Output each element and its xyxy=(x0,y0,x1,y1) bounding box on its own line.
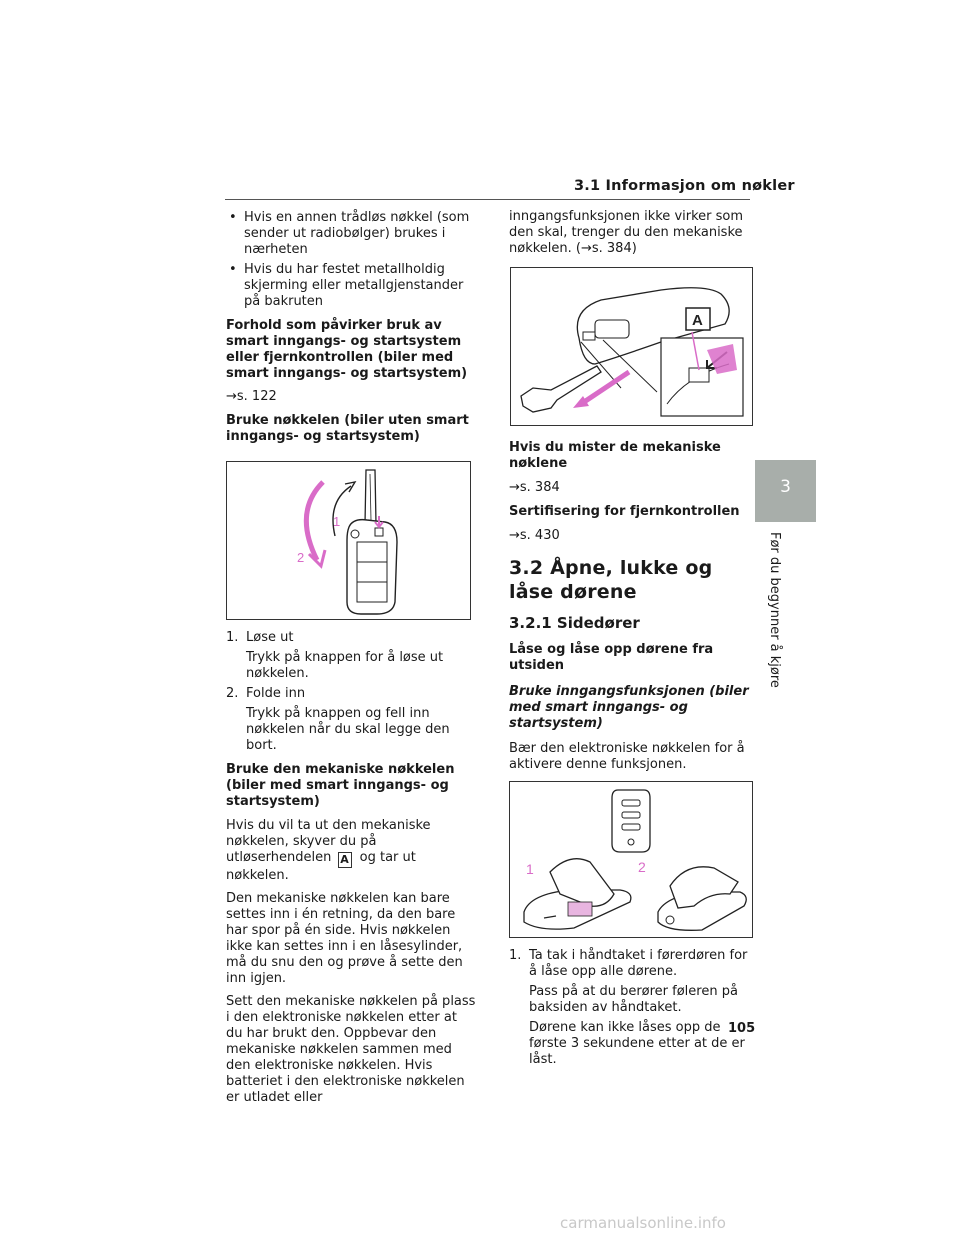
step-description: Pass på at du berører føleren på baksiden av håndtaket. xyxy=(529,984,738,1015)
figure-callout: 1 xyxy=(526,861,534,877)
header-rule xyxy=(225,199,750,200)
left-column xyxy=(226,210,476,1113)
folding-key-drawing xyxy=(227,462,470,619)
heading-lock-unlock: Låse og låse opp dørene fra utsiden xyxy=(509,642,714,673)
paragraph: Den mekaniske nøkkelen kan bare settes inn i én retning, da den bare har spor på én side. Hvis nøkkelen ikke kan settes inn i en låsesylinder, må du snu den og prøve å sette den inn igjen. xyxy=(226,891,463,986)
step-number: 1. xyxy=(509,948,522,963)
page-number: 105 xyxy=(728,1021,756,1036)
chapter-side-label xyxy=(767,532,792,688)
step-title: Folde inn xyxy=(246,686,306,701)
chapter-tab-number: 3 xyxy=(780,477,791,497)
heading-lost-keys: Hvis du mister de mekaniske nøklene xyxy=(509,440,721,471)
folding-key-illustration xyxy=(226,461,471,620)
step-title: Løse ut xyxy=(246,630,294,645)
heading-entry-function: Bruke inngangsfunksjonen (biler med smart inngangs- og startsystem) xyxy=(509,684,749,731)
paragraph: Sett den mekaniske nøkkelen på plass i den elektroniske nøkkelen etter at du har brukt den. Oppbevar den mekaniske nøkkelen sammen med den elektroniske nøkkelen. Hvis batteriet i den elektroniske nøkkelen er utladet eller xyxy=(226,994,476,1105)
step-item xyxy=(509,948,752,980)
paragraph-text: og tar ut nøkkelen. xyxy=(226,850,416,883)
chapter-side-label-text: Før du begynner å kjøre xyxy=(767,532,782,688)
figure-callout-a: A xyxy=(692,312,703,329)
step-number: 2. xyxy=(226,686,239,701)
section-title: 3.2 Åpne, lukke og låse dørene xyxy=(509,557,713,603)
figure-callout: 2 xyxy=(638,859,646,875)
bullet-item: • Hvis du har festet metallholdig skjerming eller metallgjenstander på bakruten xyxy=(226,262,476,310)
right-column xyxy=(509,209,752,1072)
bullet-item: • Hvis en annen trådløs nøkkel (som sender ut radiobølger) brukes i nærheten xyxy=(226,210,476,258)
heading-certification: Sertifisering for fjernkontrollen xyxy=(509,504,740,519)
reference-link[interactable]: →s. 430 xyxy=(509,528,560,543)
reference-link[interactable]: →s. 384 xyxy=(509,480,560,495)
step-description: Dørene kan ikke låses opp de første 3 sekundene etter at de er låst. xyxy=(529,1020,745,1067)
paragraph: Bær den elektroniske nøkkelen for å aktivere denne funksjonen. xyxy=(509,741,745,772)
door-handle-drawing xyxy=(510,782,752,937)
mechanical-key-drawing xyxy=(511,268,752,425)
step-item xyxy=(226,686,476,702)
reference-link[interactable]: →s. 122 xyxy=(226,389,277,404)
figure-callout: 2 xyxy=(297,550,305,565)
mechanical-key-illustration xyxy=(510,267,753,426)
callout-box-a: A xyxy=(338,852,352,868)
paragraph: inngangsfunksjonen ikke virker som den skal, trenger du den mekaniske nøkkelen. (→s. 384) xyxy=(509,209,744,256)
heading-mechanical-key: Bruke den mekaniske nøkkelen (biler med smart inngangs- og startsystem) xyxy=(226,762,455,809)
heading-conditions: Forhold som påvirker bruk av smart inngangs- og startsystem eller fjernkontrollen (biler med smart inngangs- og startsystem) xyxy=(226,318,468,381)
subsection-title: 3.2.1 Sidedører xyxy=(509,614,640,632)
paragraph xyxy=(226,818,476,884)
step-title: Ta tak i håndtaket i førerdøren for å låse opp alle dørene. xyxy=(529,948,748,979)
step-number: 1. xyxy=(226,630,239,645)
step-item xyxy=(226,630,476,646)
step-description: Trykk på knappen og fell inn nøkkelen når du skal legge den bort. xyxy=(246,706,450,753)
figure-callout: 1 xyxy=(333,514,341,529)
door-handle-illustration xyxy=(509,781,753,938)
page-header-title: 3.1 Informasjon om nøkler xyxy=(574,178,795,194)
heading-use-key: Bruke nøkkelen (biler uten smart inngangs- og startsystem) xyxy=(226,413,469,444)
footer-watermark: carmanualsonline.info xyxy=(560,1214,726,1232)
paragraph-text: Hvis du vil ta ut den mekaniske nøkkelen, skyver du på utløserhendelen xyxy=(226,818,431,865)
step-description: Trykk på knappen for å løse ut nøkkelen. xyxy=(246,650,444,681)
